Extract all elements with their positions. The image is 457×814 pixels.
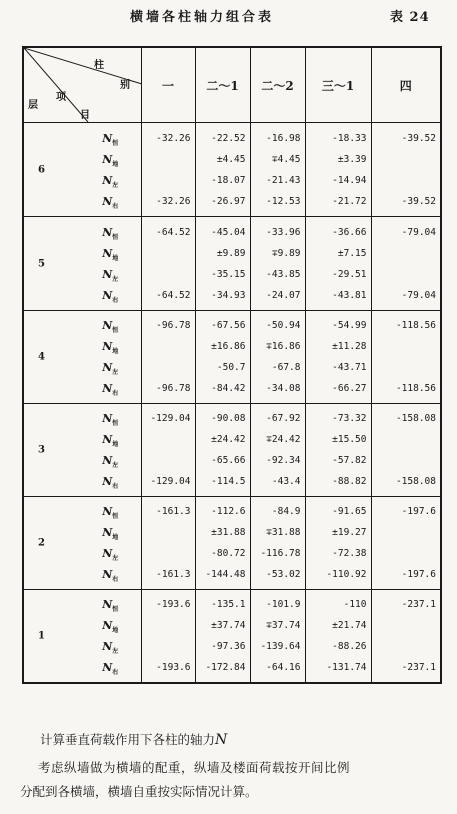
value: -39.52 — [401, 195, 436, 207]
corner-header — [23, 47, 141, 123]
value — [372, 149, 441, 170]
value: -144.48 — [205, 569, 246, 580]
item-subscript: 左 — [112, 181, 119, 189]
corner-label-mu: 目 — [80, 110, 90, 121]
item-symbol: N — [102, 361, 113, 374]
item-subscript: 地 — [112, 626, 119, 634]
value — [142, 170, 195, 191]
item-label — [24, 191, 141, 212]
value: -172.84 — [205, 661, 246, 673]
value: ∓16.86 — [266, 341, 301, 352]
value — [372, 170, 441, 191]
value: -64.52 — [156, 289, 191, 301]
item-subscript: 地 — [112, 348, 119, 356]
value: -26.97 — [211, 195, 246, 207]
value-cell — [305, 497, 371, 590]
value — [142, 636, 195, 657]
value: -50.7 — [216, 362, 246, 373]
value: -45.04 — [211, 226, 246, 238]
value: -16.98 — [266, 132, 301, 144]
value: ±19.27 — [332, 527, 367, 538]
value — [142, 357, 195, 378]
value: -88.82 — [332, 476, 367, 487]
value-cell — [371, 497, 441, 590]
value: -50.94 — [266, 320, 301, 331]
value-cell — [141, 590, 195, 683]
item-symbol: N — [102, 660, 113, 674]
value: -129.04 — [150, 476, 191, 487]
item-subscript: 左 — [112, 462, 119, 470]
value — [372, 264, 441, 285]
value — [142, 522, 195, 543]
paragraph-2: 考虑纵墙做为横墙的配重，纵墙及楼面荷载按开间比例 — [38, 760, 351, 775]
item-symbol: N — [102, 526, 113, 539]
value: ±37.74 — [211, 619, 246, 631]
value: -131.74 — [326, 661, 367, 673]
value: -53.02 — [266, 569, 301, 580]
value: ∓4.45 — [271, 153, 301, 165]
value: -88.26 — [332, 640, 367, 652]
item-subscript: 右 — [112, 202, 119, 210]
value: -129.04 — [150, 413, 191, 424]
value-cell — [305, 404, 371, 497]
value-cell — [371, 590, 441, 683]
value-cell — [371, 217, 441, 311]
value: -92.34 — [266, 455, 301, 466]
value: -34.08 — [266, 383, 301, 394]
item-label — [24, 408, 141, 429]
value: -67.92 — [266, 413, 301, 424]
item-symbol: N — [102, 639, 113, 653]
item-symbol: N — [102, 433, 113, 446]
value: -90.08 — [211, 413, 246, 424]
layer-cell — [23, 123, 141, 217]
value-cell — [141, 311, 195, 404]
value: ∓9.89 — [271, 247, 301, 259]
value-cell — [305, 123, 371, 217]
value: ±21.74 — [332, 619, 367, 631]
value: -139.64 — [260, 640, 301, 652]
value-cell — [141, 123, 195, 217]
value-cell — [305, 590, 371, 683]
item-label — [24, 128, 141, 149]
layer-cell — [23, 217, 141, 311]
value-cell — [250, 123, 305, 217]
value: -116.78 — [260, 548, 301, 559]
value — [142, 264, 195, 285]
item-label — [24, 501, 141, 522]
paragraph-1-text: 计算垂直荷载作用下各柱的轴力 — [40, 732, 216, 747]
value — [372, 522, 441, 543]
value: -64.52 — [156, 226, 191, 238]
value: -110.92 — [326, 569, 367, 580]
item-symbol: N — [102, 547, 113, 560]
value: -101.9 — [266, 598, 301, 610]
value: -34.93 — [211, 289, 246, 301]
value — [372, 336, 441, 357]
value — [142, 149, 195, 170]
item-subscript: 恒 — [112, 605, 119, 613]
item-symbol: N — [102, 597, 113, 611]
layer-cell — [23, 311, 141, 404]
paragraph-1 — [40, 730, 450, 748]
item-symbol: N — [102, 505, 113, 518]
value: ∓31.88 — [266, 527, 301, 538]
value-cell — [195, 590, 250, 683]
value-cell — [195, 404, 250, 497]
value-cell — [250, 311, 305, 404]
value: -158.08 — [395, 413, 436, 424]
value: -22.52 — [211, 132, 246, 144]
value — [372, 543, 441, 564]
item-label — [24, 564, 141, 585]
value — [372, 615, 441, 636]
item-subscript: 右 — [112, 390, 119, 398]
item-subscript: 恒 — [112, 327, 119, 335]
value: -91.65 — [332, 506, 367, 517]
layer-number: 1 — [38, 630, 45, 642]
value: ±9.89 — [216, 247, 246, 259]
value-cell — [195, 311, 250, 404]
value: -193.6 — [156, 661, 191, 673]
value: -237.1 — [401, 598, 436, 610]
value: -36.66 — [332, 226, 367, 238]
value: -35.15 — [211, 268, 246, 280]
table-caption — [0, 6, 457, 26]
value: -161.3 — [156, 569, 191, 580]
table-title: 横墙各柱轴力组合表 — [130, 10, 275, 25]
value: -64.16 — [266, 661, 301, 673]
value: -14.94 — [332, 174, 367, 186]
item-label — [24, 315, 141, 336]
paragraph-3: 分配到各横墙，横墙自重按实际情况计算。 — [20, 784, 258, 799]
table-row — [23, 123, 441, 217]
item-subscript: 右 — [112, 296, 119, 304]
value: -54.99 — [332, 320, 367, 331]
value-cell — [195, 123, 250, 217]
item-symbol: N — [102, 340, 113, 353]
item-subscript: 右 — [112, 668, 119, 676]
value-cell — [250, 497, 305, 590]
value: -118.56 — [395, 383, 436, 394]
col-header-1: 一 — [141, 47, 195, 123]
value: -161.3 — [156, 506, 191, 517]
value: ±24.42 — [211, 434, 246, 445]
table-row — [23, 590, 441, 683]
value — [142, 336, 195, 357]
value: -197.6 — [401, 506, 436, 517]
item-subscript: 地 — [112, 441, 119, 449]
item-symbol: N — [102, 173, 113, 187]
item-subscript: 右 — [112, 483, 119, 491]
item-symbol: N — [102, 152, 113, 166]
item-symbol: N — [102, 194, 113, 208]
value: -96.78 — [156, 383, 191, 394]
value-cell — [141, 404, 195, 497]
value — [372, 357, 441, 378]
item-symbol: N — [102, 568, 113, 581]
layer-number: 5 — [38, 258, 45, 269]
corner-label-col: 柱 — [94, 60, 104, 71]
item-subscript: 左 — [112, 275, 119, 283]
value: -18.33 — [332, 132, 367, 144]
value-cell — [371, 404, 441, 497]
item-symbol: N — [102, 412, 113, 425]
value: -43.81 — [332, 289, 367, 301]
item-subscript: 恒 — [112, 420, 119, 428]
table-row — [23, 404, 441, 497]
value: -193.6 — [156, 598, 191, 610]
item-label — [24, 471, 141, 492]
item-subscript: 地 — [112, 254, 119, 262]
value: ±31.88 — [211, 527, 246, 538]
value: -84.9 — [271, 506, 301, 517]
layer-number: 2 — [38, 537, 45, 549]
corner-label-bie: 别 — [120, 80, 130, 91]
item-label — [24, 222, 141, 243]
value-cell — [250, 404, 305, 497]
value: ∓24.42 — [266, 434, 301, 445]
table-row — [23, 217, 441, 311]
value: -21.72 — [332, 195, 367, 207]
item-subscript: 右 — [112, 576, 119, 584]
value: ±3.39 — [337, 153, 367, 165]
value: -158.08 — [395, 476, 436, 487]
item-symbol: N — [102, 475, 113, 488]
layer-number: 6 — [38, 164, 45, 175]
value — [372, 429, 441, 450]
value: -96.78 — [156, 320, 191, 331]
value-cell — [250, 217, 305, 311]
value: -12.53 — [266, 195, 301, 207]
value: -112.6 — [211, 506, 246, 517]
value: -73.32 — [332, 413, 367, 424]
item-label — [24, 378, 141, 399]
value: -32.26 — [156, 195, 191, 207]
value: ±7.15 — [337, 247, 367, 259]
value: -80.72 — [211, 548, 246, 559]
item-symbol: N — [102, 454, 113, 467]
item-symbol: N — [102, 382, 113, 395]
col-header-5: 四 — [371, 47, 441, 123]
value: -135.1 — [211, 598, 246, 610]
paragraph-1-variable: N — [215, 732, 228, 748]
item-label — [24, 657, 141, 678]
value-cell — [371, 123, 441, 217]
value-cell — [141, 217, 195, 311]
value: -79.04 — [401, 289, 436, 301]
value: -43.71 — [332, 362, 367, 373]
value — [142, 615, 195, 636]
header-row — [23, 47, 441, 123]
value: ±15.50 — [332, 434, 367, 445]
value — [372, 243, 441, 264]
value: -72.38 — [332, 548, 367, 559]
value — [372, 450, 441, 471]
col-header-4: 三～1 — [305, 47, 371, 123]
item-symbol: N — [102, 246, 113, 260]
value: -33.96 — [266, 226, 301, 238]
value-cell — [195, 217, 250, 311]
table-row — [23, 311, 441, 404]
value — [142, 543, 195, 564]
value: -97.36 — [211, 640, 246, 652]
value-cell — [195, 497, 250, 590]
layer-cell — [23, 497, 141, 590]
item-symbol: N — [102, 225, 113, 239]
layer-number: 4 — [38, 351, 45, 363]
value: -18.07 — [211, 174, 246, 186]
value: ±16.86 — [211, 341, 246, 352]
item-subscript: 恒 — [112, 139, 119, 147]
value: -65.66 — [211, 455, 246, 466]
value: -110 — [343, 598, 367, 610]
value: -32.26 — [156, 132, 191, 144]
value — [142, 429, 195, 450]
value: -118.56 — [395, 320, 436, 331]
value-cell — [305, 311, 371, 404]
item-subscript: 地 — [112, 160, 119, 168]
value: -197.6 — [401, 569, 436, 580]
item-symbol: N — [102, 618, 113, 632]
item-subscript: 左 — [112, 555, 119, 563]
value-cell — [141, 497, 195, 590]
value — [372, 636, 441, 657]
item-subscript: 左 — [112, 369, 119, 377]
value: -114.5 — [211, 476, 246, 487]
layer-number: 3 — [38, 444, 45, 456]
item-label — [24, 594, 141, 615]
item-symbol: N — [102, 131, 113, 145]
value: ±4.45 — [216, 153, 246, 165]
value: -67.56 — [211, 320, 246, 331]
col-header-2: 二～1 — [195, 47, 250, 123]
axial-force-table — [22, 46, 442, 684]
value: -21.43 — [266, 174, 301, 186]
item-label — [24, 285, 141, 306]
value-cell — [250, 590, 305, 683]
value: -39.52 — [401, 132, 436, 144]
value: -24.07 — [266, 289, 301, 301]
corner-label-layer: 层 — [28, 100, 38, 111]
item-symbol: N — [102, 267, 113, 281]
item-subscript: 恒 — [112, 233, 119, 241]
item-subscript: 左 — [112, 647, 119, 655]
col-header-3: 二～2 — [250, 47, 305, 123]
value-cell — [305, 217, 371, 311]
value: ∓37.74 — [266, 619, 301, 631]
value: -237.1 — [401, 661, 436, 673]
value: -67.8 — [271, 362, 301, 373]
value — [142, 450, 195, 471]
value: -66.27 — [332, 383, 367, 394]
item-symbol: N — [102, 288, 113, 302]
corner-label-item: 项 — [56, 92, 66, 103]
value — [142, 243, 195, 264]
value: -84.42 — [211, 383, 246, 394]
table-number: 表 24 — [390, 10, 430, 25]
item-subscript: 地 — [112, 534, 119, 542]
value: -43.4 — [271, 476, 301, 487]
layer-cell — [23, 590, 141, 683]
item-symbol: N — [102, 319, 113, 332]
value: -43.85 — [266, 268, 301, 280]
value: -57.82 — [332, 455, 367, 466]
value-cell — [371, 311, 441, 404]
value: -79.04 — [401, 226, 436, 238]
layer-cell — [23, 404, 141, 497]
value: ±11.28 — [332, 341, 367, 352]
table-row — [23, 497, 441, 590]
value: -29.51 — [332, 268, 367, 280]
item-subscript: 恒 — [112, 513, 119, 521]
